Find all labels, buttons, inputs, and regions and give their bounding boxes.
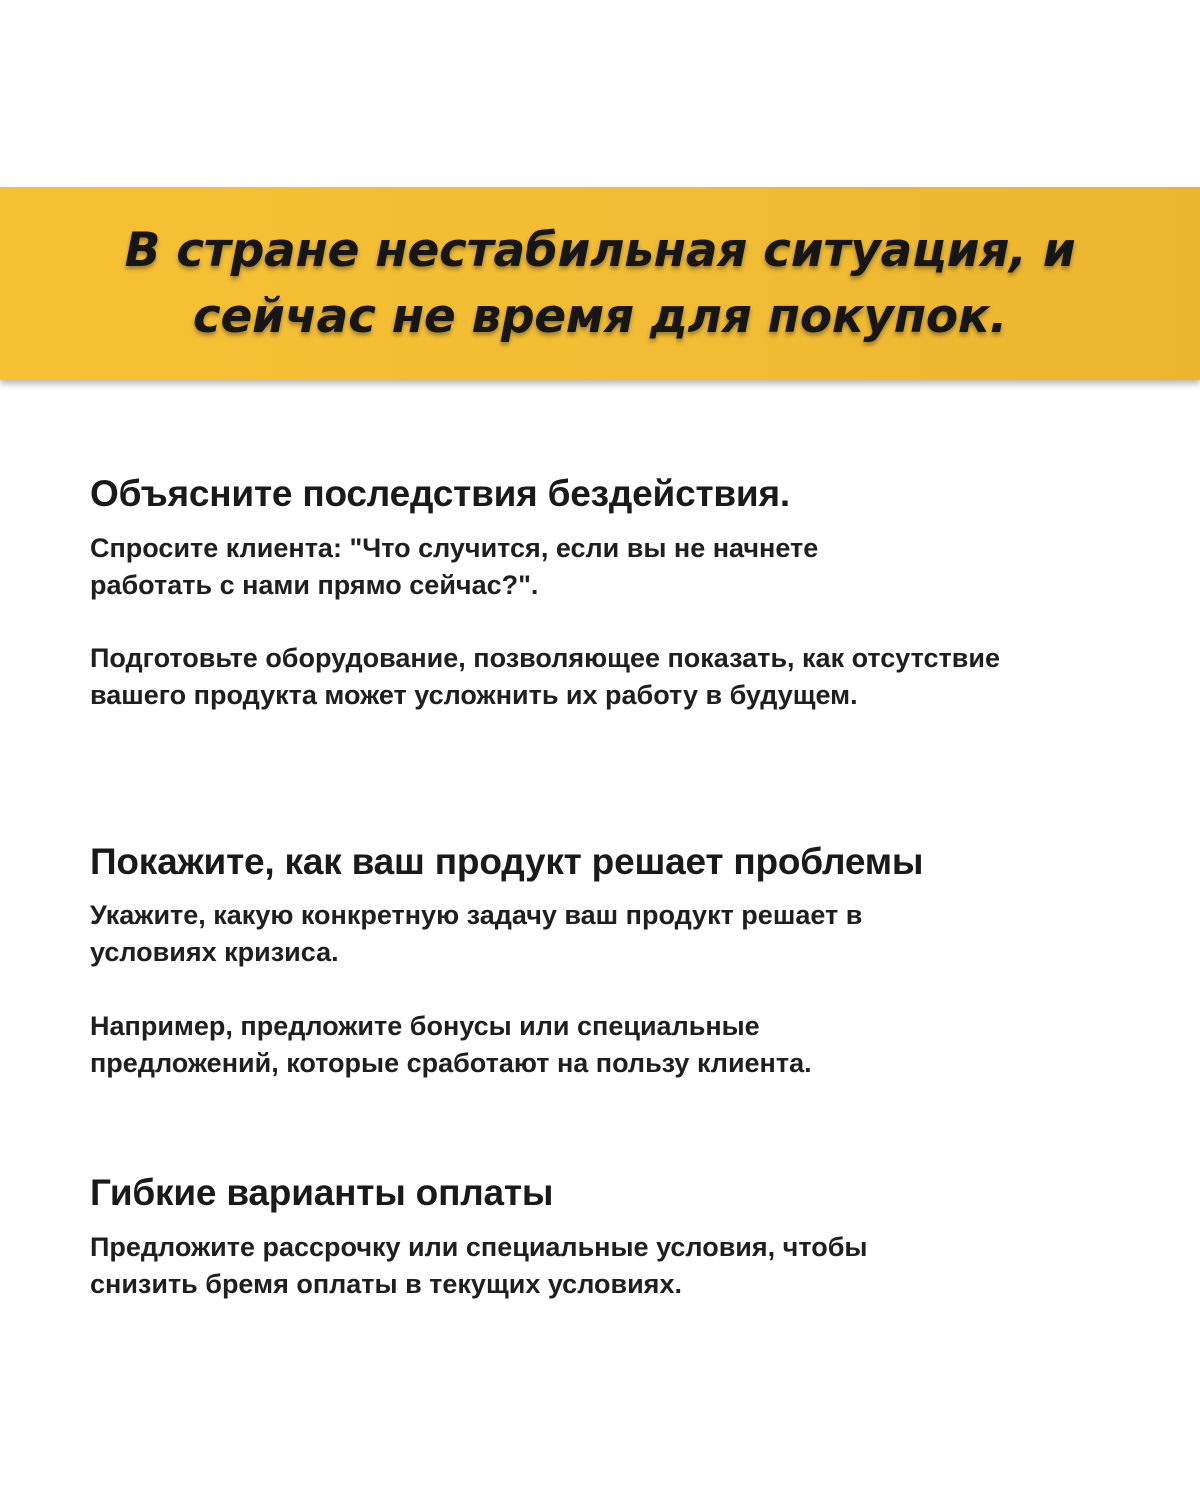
section-title-consequences: Объясните последствия бездействия. [90,473,790,514]
section-paragraph: Предложите рассрочку или специальные условия, чтобы снизить бремя оплаты в текущих условиях. [90,1232,868,1299]
section-paragraph: Укажите, какую конкретную задачу ваш продукт решает в условиях кризиса. [90,900,863,967]
section-paragraph: Спросите клиента: "Что случится, если вы не начнете работать с нами прямо сейчас?". [90,533,819,600]
header-banner [0,187,1200,380]
banner-title-line-2: сейчас не время для покупок. [192,288,1008,344]
section-title-product-solves: Покажите, как ваш продукт решает проблемы [90,841,924,882]
section-title-payment-options: Гибкие варианты оплаты [90,1172,554,1213]
section-paragraph: Например, предложите бонусы или специальные предложений, которые сработают на пользу клиента. [90,1011,812,1078]
section-paragraph: Подготовьте оборудование, позволяющее показать, как отсутствие вашего продукта может усложнить их работу в будущем. [90,643,1000,710]
banner-title-line-1: В стране нестабильная ситуация, и [124,222,1076,278]
